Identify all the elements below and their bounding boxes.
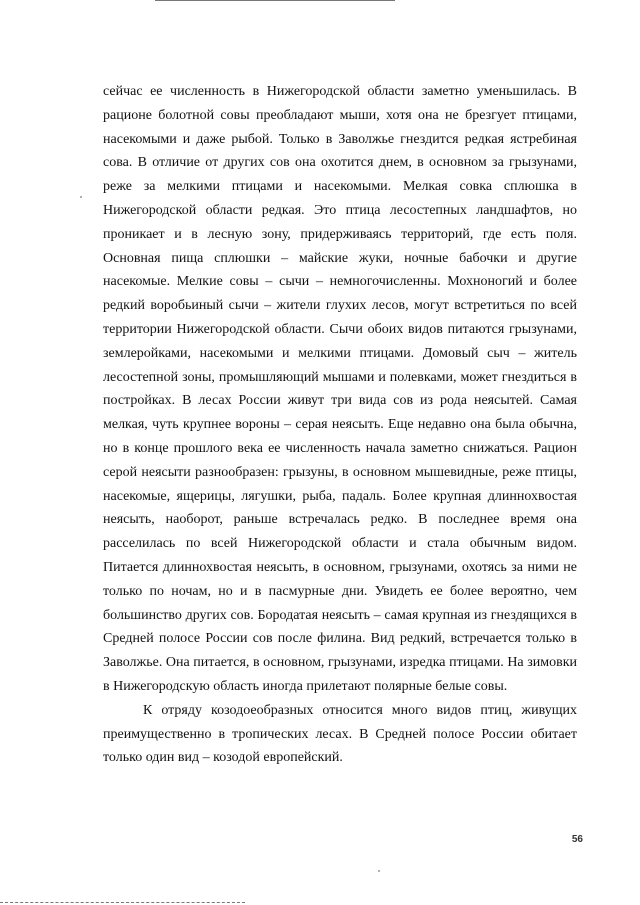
paragraph-nightjars: К отряду козодоеобразных относится много видов птиц, живущих преимущественно в тропических лесах. В Средней полосе России обитает только один вид – козодой европейский. — [103, 702, 577, 766]
scan-speck — [378, 870, 380, 872]
page-number: 56 — [571, 834, 583, 845]
scan-edge-top — [155, 0, 395, 1]
body-text — [103, 80, 577, 770]
scan-edge-bottom — [0, 902, 245, 904]
scan-speck — [80, 196, 82, 198]
paragraph-owls: сейчас ее численность в Нижегородской области заметно уменьшилась. В рационе болотной совы преобладают мыши, хотя она не брезгует птицами, насекомыми и даже рыбой. Только в Заволжье гнездится редкая ястребиная сова. В отличие от других сов она охотится днем, в основном за грызунами, реже за мелкими птицами и насекомыми. Мелкая совка сплюшка в Нижегородской области редкая. Это птица лесостепных ландшафтов, но проникает и в лесную зону, придерживаясь территорий, где есть поля. Основная пища сплюшки – майские жуки, ночные бабочки и другие насекомые. Мелкие совы – сычи – немногочисленны. Мохноногий и более редкий воробьиный сычи – жители глухих лесов, могут встретиться по всей территории Нижегородской области. Сычи обоих видов питаются грызунами, землеройками, насекомыми и мелкими птицами. Домовый сыч – житель лесостепной зоны, промышляющий мышами и полевками, может гнездиться в постройках. В лесах России живут три вида сов из рода неясытей. Самая мелкая, чуть крупнее вороны – серая неясыть. Еще недавно она была обычна, но в конце прошлого века ее численность начала заметно снижаться. Рацион серой неясыти разнообразен: грызуны, в основном мышевидные, реже птицы, насекомые, ящерицы, лягушки, рыба, падаль. Более крупная длиннохвостая неясыть, наоборот, раньше встречалась редко. В последнее время она расселилась по всей Нижегородской области и стала обычным видом. Питается длиннохвостая неясыть, в основном, грызунами, охотясь за ними не только по ночам, но и в пасмурные дни. Увидеть ее более вероятно, чем большинство других сов. Бородатая неясыть – самая крупная из гнездящихся в Средней полосе России сов после филина. Вид редкий, встречается только в Заволжье. Она питается, в основном, грызунами, изредка птицами. На зимовки в Нижегородскую область иногда прилетают полярные белые совы. — [103, 84, 577, 694]
